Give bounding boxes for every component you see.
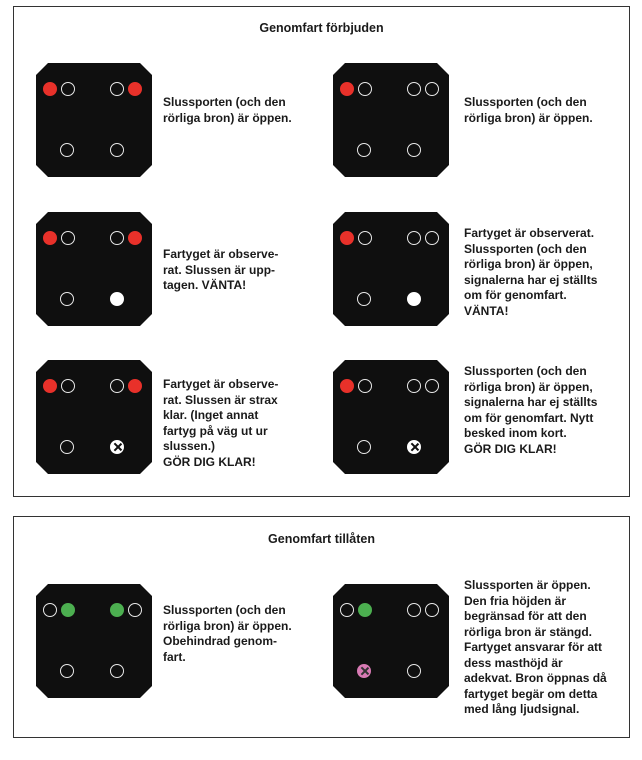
signal-lamp-cross: [407, 440, 421, 454]
signal-lamp-red: [128, 231, 142, 245]
signal-lamp-off: [357, 292, 371, 306]
signal-panel: [36, 212, 152, 326]
signal-lamp-off: [407, 664, 421, 678]
signal-lamp-off: [110, 379, 124, 393]
signal-panel: [36, 360, 152, 474]
signal-panel: [333, 212, 449, 326]
signal-lamp-off: [358, 82, 372, 96]
signal-lamp-red: [43, 231, 57, 245]
signal-panel: [333, 360, 449, 474]
signal-lamp-red: [128, 82, 142, 96]
signal-description: Fartyget är observerat. Slussporten (och den rörliga bron) är öppen, signalerna har ej ställts om för genomfart. VÄNTA!: [464, 226, 598, 318]
signal-lamp-off: [61, 379, 75, 393]
signal-lamp-off: [60, 440, 74, 454]
signal-lamp-red: [340, 82, 354, 96]
signal-description: Fartyget är observe- rat. Slussen är strax klar. (Inget annat fartyg på väg ut ur slussen.) GÖR DIG KLAR!: [163, 377, 279, 469]
signal-lamp-off: [110, 82, 124, 96]
signal-lamp-off: [425, 82, 439, 96]
signal-description: Slussporten (och den rörliga bron) är öppen, signalerna har ej ställts om för genomfart. Nytt besked inom kort. GÖR DIG KLAR!: [464, 364, 598, 456]
signal-lamp-white: [407, 292, 421, 306]
signal-description: Slussporten (och den rörliga bron) är öppen.: [464, 95, 593, 125]
signal-lamp-off: [110, 664, 124, 678]
signal-lamp-off: [357, 440, 371, 454]
signal-lamp-off: [407, 143, 421, 157]
signal-lamp-off: [60, 292, 74, 306]
signal-lamp-white: [110, 292, 124, 306]
signal-lamp-off: [407, 603, 421, 617]
signal-lamp-red: [43, 82, 57, 96]
signal-lamp-off: [425, 603, 439, 617]
signal-lamp-off: [60, 143, 74, 157]
signal-lamp-off: [110, 231, 124, 245]
prohibited-title: Genomfart förbjuden: [259, 21, 384, 35]
signal-lamp-off: [407, 231, 421, 245]
signal-lamp-off: [61, 82, 75, 96]
signal-description: Slussporten (och den rörliga bron) är öppen.: [163, 95, 292, 125]
signal-lamp-off: [425, 379, 439, 393]
signal-lamp-cross: [110, 440, 124, 454]
prohibited-section: [13, 6, 630, 497]
signal-lamp-off: [60, 664, 74, 678]
signal-lamp-red: [43, 379, 57, 393]
signal-lamp-green: [110, 603, 124, 617]
allowed-title: Genomfart tillåten: [268, 532, 375, 546]
signal-lamp-off: [425, 231, 439, 245]
signal-panel: [333, 584, 449, 698]
signal-description: Slussporten är öppen. Den fria höjden är begränsad för att den rörliga bron är stängd. Fartyget ansvarar för att dess masthöjd är adekvat. Bron öppnas då fartyget begär om detta med lång ljudsignal.: [464, 578, 607, 716]
signal-lamp-off: [407, 82, 421, 96]
signal-lamp-green: [61, 603, 75, 617]
signal-lamp-off: [358, 379, 372, 393]
signal-lamp-off: [61, 231, 75, 245]
allowed-section: [13, 516, 630, 738]
signal-lamp-off: [357, 143, 371, 157]
signal-lamp-off: [128, 603, 142, 617]
signal-lamp-off: [407, 379, 421, 393]
signal-lamp-off: [110, 143, 124, 157]
signal-panel: [333, 63, 449, 177]
signal-description: Fartyget är observe- rat. Slussen är upp- tagen. VÄNTA!: [163, 247, 279, 292]
signal-panel: [36, 584, 152, 698]
signal-lamp-off: [43, 603, 57, 617]
signal-lamp-pink: [357, 664, 371, 678]
signal-lamp-green: [358, 603, 372, 617]
signal-description: Slussporten (och den rörliga bron) är öppen. Obehindrad genom- fart.: [163, 603, 292, 664]
signal-lamp-off: [340, 603, 354, 617]
signal-panel: [36, 63, 152, 177]
signal-lamp-off: [358, 231, 372, 245]
signal-lamp-red: [340, 379, 354, 393]
signal-lamp-red: [340, 231, 354, 245]
signal-lamp-red: [128, 379, 142, 393]
